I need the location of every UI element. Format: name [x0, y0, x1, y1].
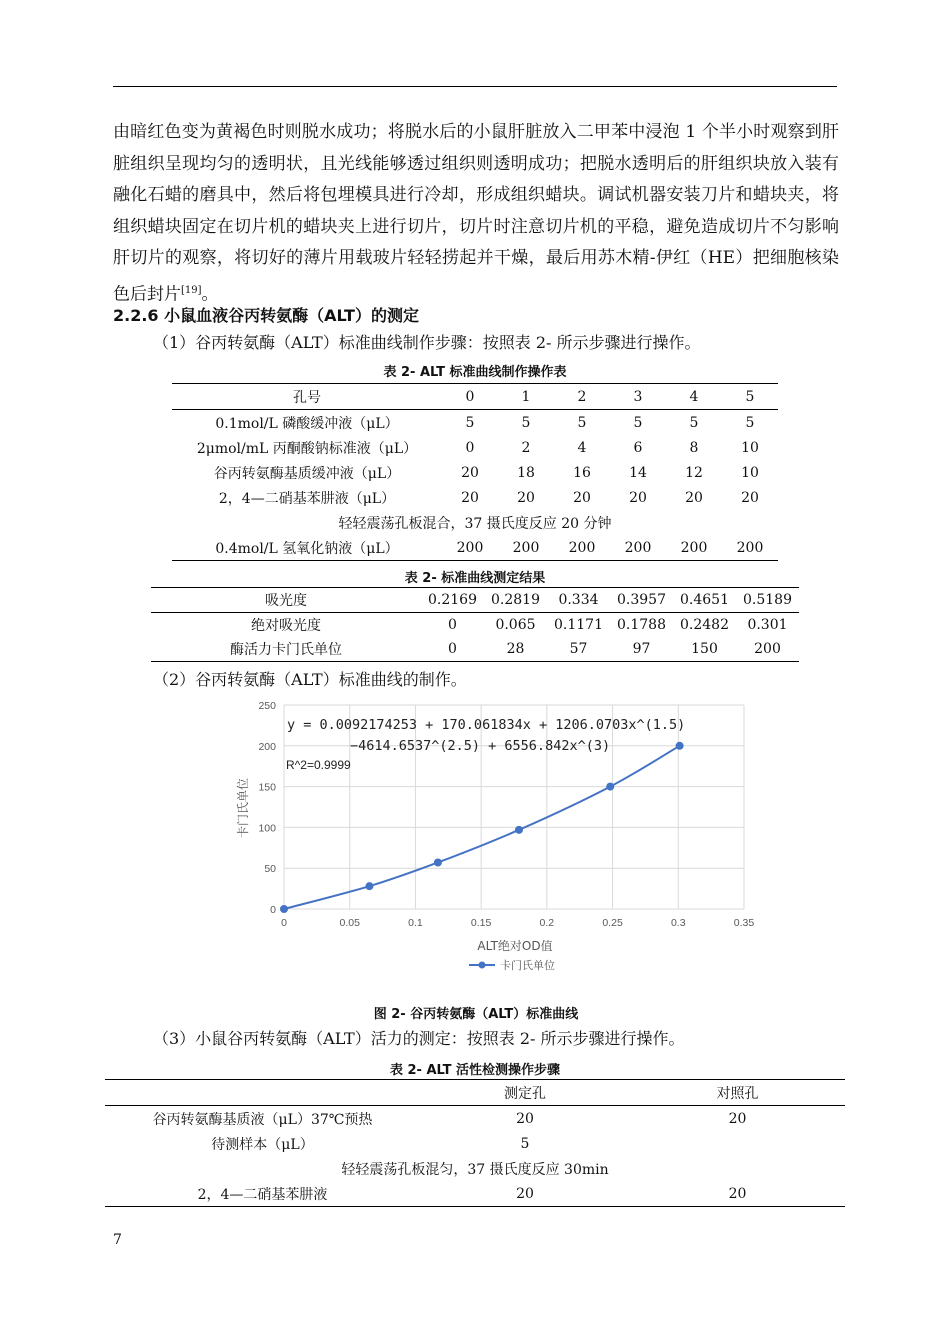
- table2-caption: 表 2- 标准曲线测定结果: [404, 571, 546, 586]
- x-tick-label: 0.25: [602, 917, 623, 929]
- table-row: 2，4—二硝基苯肼液 20 20: [197, 1185, 747, 1203]
- y-tick-label: 50: [264, 863, 276, 876]
- page-number: 7: [113, 1232, 122, 1248]
- x-tick-label: 0.05: [339, 917, 360, 929]
- header-rule: [113, 86, 837, 87]
- chart-gridlines: [284, 705, 744, 909]
- table-row: 绝对吸光度 0 0.065 0.1171 0.1788 0.2482 0.301: [251, 617, 788, 634]
- data-point: [606, 783, 614, 791]
- step-3-text: （3）小鼠谷丙转氨酶（ALT）活力的测定：按照表 2- 所示步骤进行操作。: [153, 1029, 685, 1048]
- chart-xlabel: ALT绝对OD值: [477, 939, 553, 953]
- table2: [151, 587, 799, 662]
- y-tick-label: 100: [258, 822, 276, 835]
- chart-equation-line1: y = 0.0092174253 + 170.061834x + 1206.0703x^(1.5): [287, 717, 686, 733]
- chart-ticks: [258, 700, 754, 929]
- table-row: 2，4—二硝基苯肼液（μL） 20 20 20 20 20 20: [218, 489, 759, 507]
- data-point: [365, 882, 373, 890]
- x-tick-label: 0.35: [733, 917, 755, 929]
- table-row: 测定孔 对照孔: [105, 1080, 845, 1106]
- data-point: [280, 905, 288, 913]
- table-row: 0.1mol/L 磷酸缓冲液（μL） 5 5 5 5 5 5: [215, 414, 755, 432]
- table1-caption: 表 2- ALT 标准曲线制作操作表: [383, 365, 567, 380]
- data-point: [434, 858, 442, 866]
- table-row: 吸光度 0.2169 0.2819 0.334 0.3957 0.4651 0.5189: [151, 588, 799, 613]
- y-tick-label: 150: [258, 781, 276, 794]
- data-point: [515, 826, 523, 834]
- x-tick-label: 0.1: [408, 917, 423, 929]
- table1: [172, 383, 778, 561]
- section-heading: 2.2.6 小鼠血液谷丙转氨酶（ALT）的测定: [113, 306, 419, 325]
- y-tick-label: 200: [258, 740, 276, 753]
- x-tick-label: 0.2: [539, 917, 555, 929]
- table-row: 谷丙转氨酶基质液（μL）37℃预热 20 20: [152, 1110, 747, 1128]
- data-point: [676, 742, 684, 750]
- body-paragraph: 由暗红色变为黄褐色时则脱水成功；将脱水后的小鼠肝脏放入二甲苯中浸泡 1 个半小时观察到肝脏组织呈现均匀的透明状，且光线能够透过组织则透明成功；把脱水透明后的肝组织块放入装有融化石蜡的磨具中，然后将包埋模具进行冷却，形成组织蜡块。调试机器安装刀片和蜡块夹，将组织蜡块固定在切片机的蜡块夹上进行切片，切片时注意切片机的平稳，避免造成切片不匀影响肝切片的观察，将切好的薄片用载玻片轻轻捞起并干燥，最后用苏木精-伊红（HE）把细胞核染色后封片[19]。: [113, 122, 839, 305]
- chart-equation-line2: −4614.6537^(2.5) + 6556.842x^(3): [350, 738, 611, 754]
- figure-caption: 图 2- 谷丙转氨酶（ALT）标准曲线: [373, 1007, 579, 1022]
- table-row: 0.4mol/L 氢氧化钠液（μL） 200 200 200 200 200 200: [215, 539, 764, 557]
- chart-r2: R^2=0.9999: [286, 758, 351, 772]
- step-1-text: （1）谷丙转氨酶（ALT）标准曲线制作步骤：按照表 2- 所示步骤进行操作。: [153, 333, 701, 352]
- table-row: 谷丙转氨酶基质缓冲液（μL） 20 18 16 14 12 10: [213, 464, 759, 482]
- table-row: 2μmol/mL 丙酮酸钠标准液（μL） 0 2 4 6 8 10: [196, 439, 759, 457]
- y-tick-label: 0: [270, 904, 276, 916]
- y-tick-label: 250: [258, 700, 276, 712]
- table-row: 轻轻震荡孔板混合，37 摄氏度反应 20 分钟: [338, 515, 612, 532]
- standard-curve-chart: [230, 693, 770, 983]
- x-tick-label: 0.3: [670, 917, 686, 929]
- table-row: 轻轻震荡孔板混匀，37 摄氏度反应 30min: [341, 1161, 609, 1178]
- step-2-text: （2）谷丙转氨酶（ALT）标准曲线的制作。: [153, 670, 467, 689]
- chart-legend: 卡门氏单位: [500, 959, 555, 972]
- citation: [19]: [181, 284, 202, 296]
- table-row: 孔号 0 1 2 3 4 5: [172, 384, 778, 410]
- table-row: 待测样本（μL） 5: [211, 1135, 530, 1153]
- table-row: 酶活力卡门氏单位 0 28 57 97 150 200: [230, 641, 781, 658]
- legend-marker: [479, 962, 486, 969]
- table3: [105, 1079, 845, 1207]
- x-tick-label: 0: [281, 917, 287, 929]
- x-tick-label: 0.15: [470, 917, 492, 929]
- chart-ylabel: 卡门氏单位: [236, 777, 250, 839]
- table3-caption: 表 2- ALT 活性检测操作步骤: [389, 1063, 561, 1078]
